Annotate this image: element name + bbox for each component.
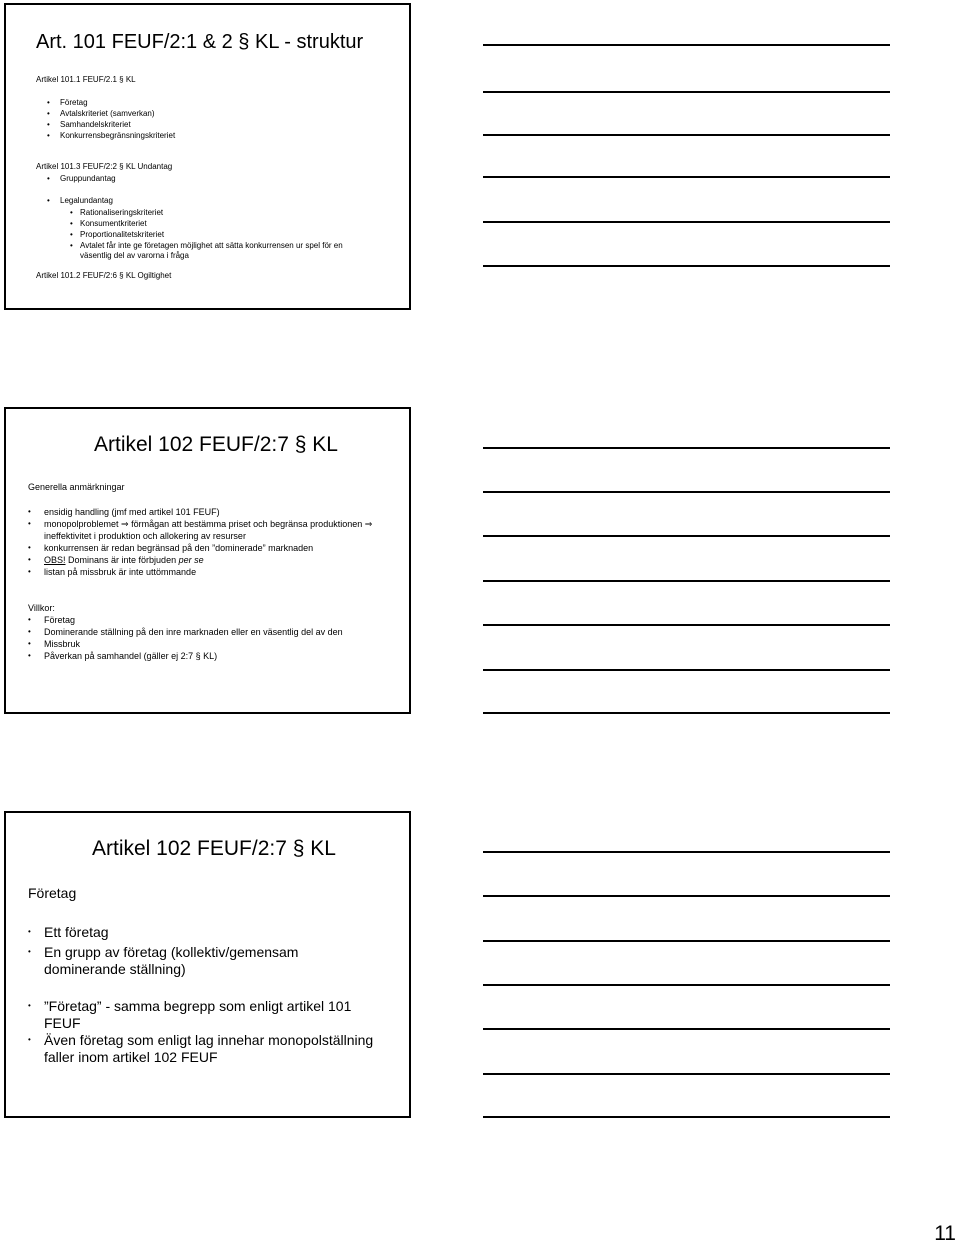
note-line [483, 984, 890, 986]
slide-1 [4, 3, 411, 310]
bullet-icon: • [70, 241, 73, 250]
note-line [483, 1028, 890, 1030]
bullet-icon: • [47, 196, 50, 205]
note-line [483, 176, 890, 178]
section-heading: Företag [28, 885, 77, 901]
list-item: En grupp av företag (kollektiv/gemensam dominerande ställning) [44, 944, 299, 977]
bullet-icon: • [28, 927, 31, 936]
section-heading: Generella anmärkningar [28, 482, 125, 492]
list-item: Företag [60, 98, 88, 107]
note-line [483, 491, 890, 493]
bullet-icon: • [70, 230, 73, 239]
bullet-icon: • [47, 98, 50, 107]
bullet-icon: • [28, 1001, 31, 1010]
bullet-icon: • [28, 627, 31, 636]
sub-list-item: Avtalet får inte ge företagen möjlighet att sätta konkurrensen ur spel för en väsentlig del av varorna i fråga [80, 241, 343, 260]
list-item: ensidig handling (jmf med artikel 101 FEUF) [44, 507, 220, 517]
list-item: Påverkan på samhandel (gäller ej 2:7 § KL) [44, 651, 218, 661]
note-line [483, 44, 890, 46]
list-item: Legalundantag [60, 196, 113, 205]
bullet-icon: • [28, 1035, 31, 1044]
list-item: konkurrensen är redan begränsad på den ”dominerade” marknaden [44, 543, 314, 553]
list-item: Samhandelskriteriet [60, 120, 131, 129]
note-line [483, 1116, 890, 1118]
list-item: Ett företag [44, 924, 109, 940]
bullet-icon: • [70, 208, 73, 217]
note-line [483, 447, 890, 449]
note-line [483, 669, 890, 671]
sub-list-item: Rationaliseringskriteriet [80, 208, 164, 217]
bullet-icon: • [28, 615, 31, 624]
note-line [483, 535, 890, 537]
bullet-icon: • [28, 507, 31, 516]
note-line [483, 895, 890, 897]
sub-list-item: Proportionalitetskriteriet [80, 230, 165, 239]
slide-3 [4, 811, 411, 1118]
obs-label: OBS! [44, 555, 66, 565]
bullet-icon: • [28, 651, 31, 660]
note-line [483, 940, 890, 942]
note-line [483, 265, 890, 267]
note-line [483, 1073, 890, 1075]
bullet-icon: • [28, 567, 31, 576]
list-item: Avtalskriteriet (samverkan) [60, 109, 155, 118]
section-heading: Artikel 101.2 FEUF/2:6 § KL Ogiltighet [36, 271, 172, 280]
list-item: ”Företag” - samma begrepp som enligt artikel 101 FEUF [44, 998, 352, 1031]
bullet-icon: • [28, 639, 31, 648]
bullet-icon: • [47, 174, 50, 183]
note-line [483, 134, 890, 136]
list-item: Konkurrensbegränsningskriteriet [60, 131, 176, 140]
note-line [483, 221, 890, 223]
list-item [44, 554, 204, 566]
bullet-icon: • [28, 543, 31, 552]
list-item: Även företag som enligt lag innehar monopolställning faller inom artikel 102 FEUF [44, 1032, 374, 1065]
obs-text: Dominans är inte förbjuden [65, 555, 179, 565]
bullet-icon: • [70, 219, 73, 228]
note-line [483, 624, 890, 626]
list-item: Gruppundantag [60, 174, 116, 183]
section-heading: Artikel 101.1 FEUF/2.1 § KL [36, 75, 136, 84]
obs-italic: per se [178, 555, 204, 565]
section-heading: Artikel 101.3 FEUF/2:2 § KL Undantag [36, 162, 173, 171]
sub-list-item: Konsumentkriteriet [80, 219, 147, 228]
list-item: Dominerande ställning på den inre marknaden eller en väsentlig del av den [44, 627, 343, 637]
note-line [483, 851, 890, 853]
bullet-icon: • [28, 947, 31, 956]
note-line [483, 712, 890, 714]
list-item: Företag [44, 615, 76, 625]
bullet-icon: • [28, 555, 31, 564]
slide-title: Art. 101 FEUF/2:1 & 2 § KL - struktur [36, 31, 364, 53]
bullet-icon: • [47, 120, 50, 129]
list-item: monopolproblemet ⇒ förmågan att bestämma priset och begränsa produktionen ⇒ ineffektivitet i produktion och allokering av resurser [44, 519, 373, 541]
conditions-label: Villkor: [28, 603, 55, 613]
slide-title: Artikel 102 FEUF/2:7 § KL [92, 837, 336, 860]
list-item: Missbruk [44, 639, 81, 649]
bullet-icon: • [28, 519, 31, 528]
note-line [483, 580, 890, 582]
slide-title: Artikel 102 FEUF/2:7 § KL [94, 433, 338, 456]
slide-2 [4, 407, 411, 714]
bullet-icon: • [47, 131, 50, 140]
note-line [483, 91, 890, 93]
list-item: listan på missbruk är inte uttömmande [44, 567, 197, 577]
bullet-icon: • [47, 109, 50, 118]
page-number: 11 [934, 1222, 956, 1245]
